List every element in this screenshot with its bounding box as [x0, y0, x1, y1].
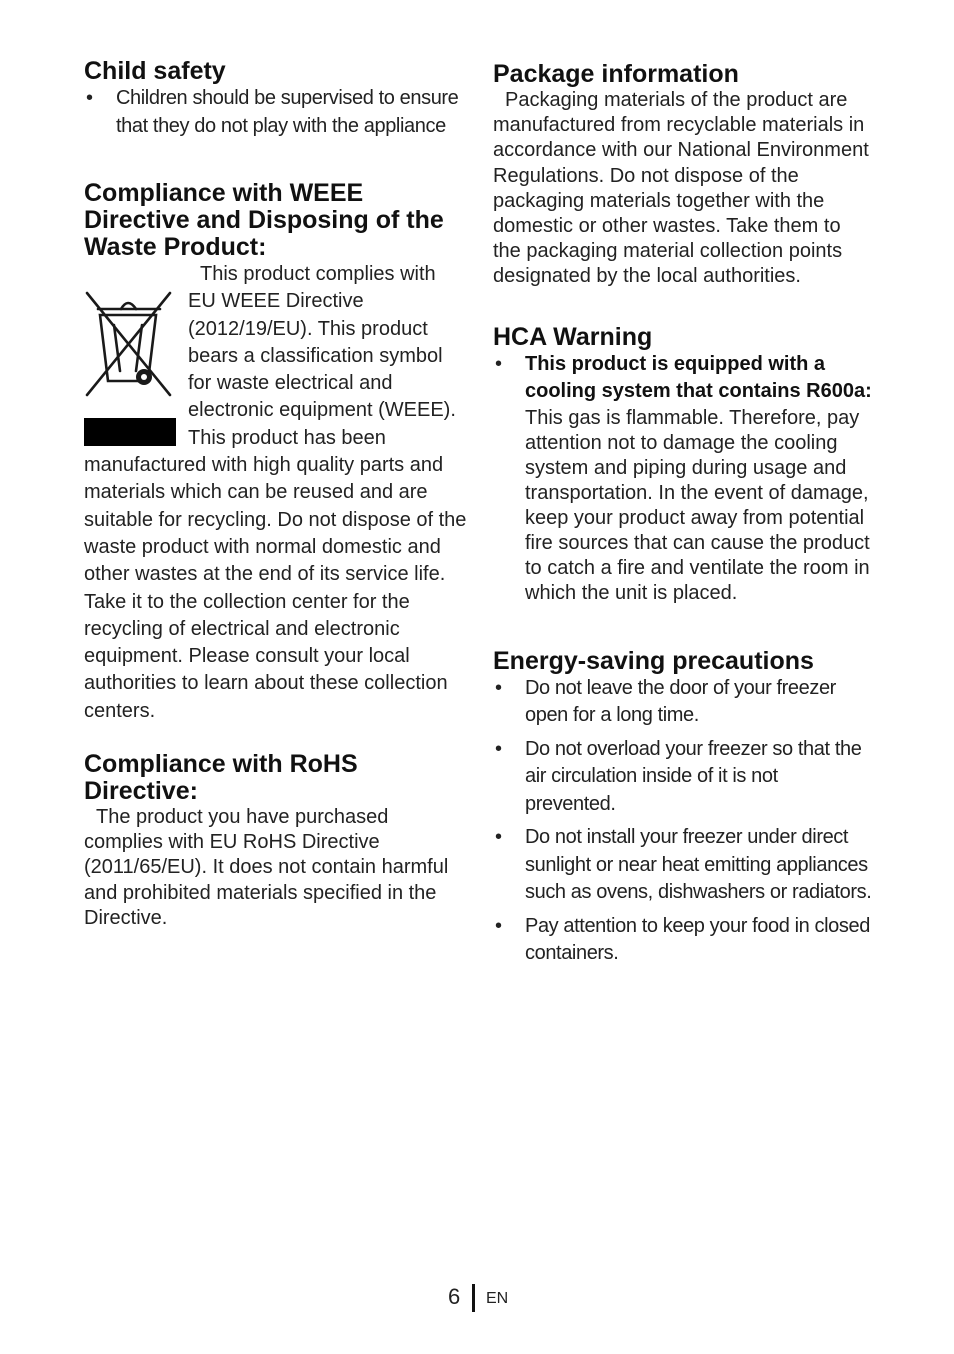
rohs-text: The product you have purchased complies with EU RoHS Directive (2011/65/EU). It does not contain harmful and prohibited materials specified in the Directive. — [84, 806, 449, 929]
child-safety-heading: Child safety — [84, 57, 226, 85]
energy-list — [493, 675, 873, 968]
package-heading: Package information — [493, 60, 739, 88]
weee-heading: Compliance with WEEE Directive and Disposing of the Waste Product: — [84, 179, 444, 261]
left-column — [84, 58, 468, 931]
hca-warning-bold: This product is equipped with a cooling system that contains R600a: — [525, 352, 872, 403]
crossed-out-wheelie-bin-icon — [84, 289, 178, 449]
list-item: • Children should be supervised to ensure that they do not play with the appliance — [86, 87, 459, 137]
child-safety-list — [84, 85, 468, 140]
hca-list — [493, 351, 873, 406]
list-item: • Do not overload your freezer so that the air circulation inside of it is not prevented. — [495, 737, 862, 815]
page-footer — [0, 1284, 954, 1314]
energy-heading: Energy-saving precautions — [493, 646, 814, 675]
right-column — [493, 58, 873, 968]
footer-divider — [472, 1284, 475, 1312]
rohs-heading: Compliance with RoHS Directive: — [84, 750, 358, 806]
weee-text: This product complies with EU WEEE Directive (2012/19/EU). This product bears a classification symbol for waste electrical and electronic equipment (WEEE). This product has been manufactured with high quality parts and materials which can be reused and are suitable for recycling. Do not dispose of the waste product with normal domestic and other wastes at the end of its service life. Take it to the collection center for the recycling of electrical and electronic equipment. Please consult your local authorities to learn about these collection centers. — [84, 263, 467, 722]
page-number: 6 — [448, 1284, 461, 1309]
list-item: • Do not leave the door of your freezer open for a long time. — [495, 676, 836, 727]
language-code: EN — [486, 1290, 509, 1307]
hca-heading: HCA Warning — [493, 322, 653, 351]
list-item: • Pay attention to keep your food in closed containers. — [495, 914, 870, 965]
list-item: • Do not install your freezer under direct sunlight or near heat emitting appliances such as ovens, dishwashers or radiators. — [495, 826, 872, 904]
list-item: • This product is equipped with a cooling system that contains R600a: — [495, 352, 872, 403]
weee-section — [84, 261, 468, 725]
package-text: Packaging materials of the product are manufactured from recyclable materials in accordance with our National Environment Regulations. Do not dispose of the packaging materials together with the domestic or other wastes. Take them to the packaging material collection points designated by the local authorities. — [493, 89, 869, 288]
hca-text: This gas is flammable. Therefore, pay attention not to damage the cooling system and piping during usage and transportation. In the event of damage, keep your product away from potential fire sources that can cause the product to catch a fire and ventilate the room in which the unit is placed. — [525, 406, 870, 604]
